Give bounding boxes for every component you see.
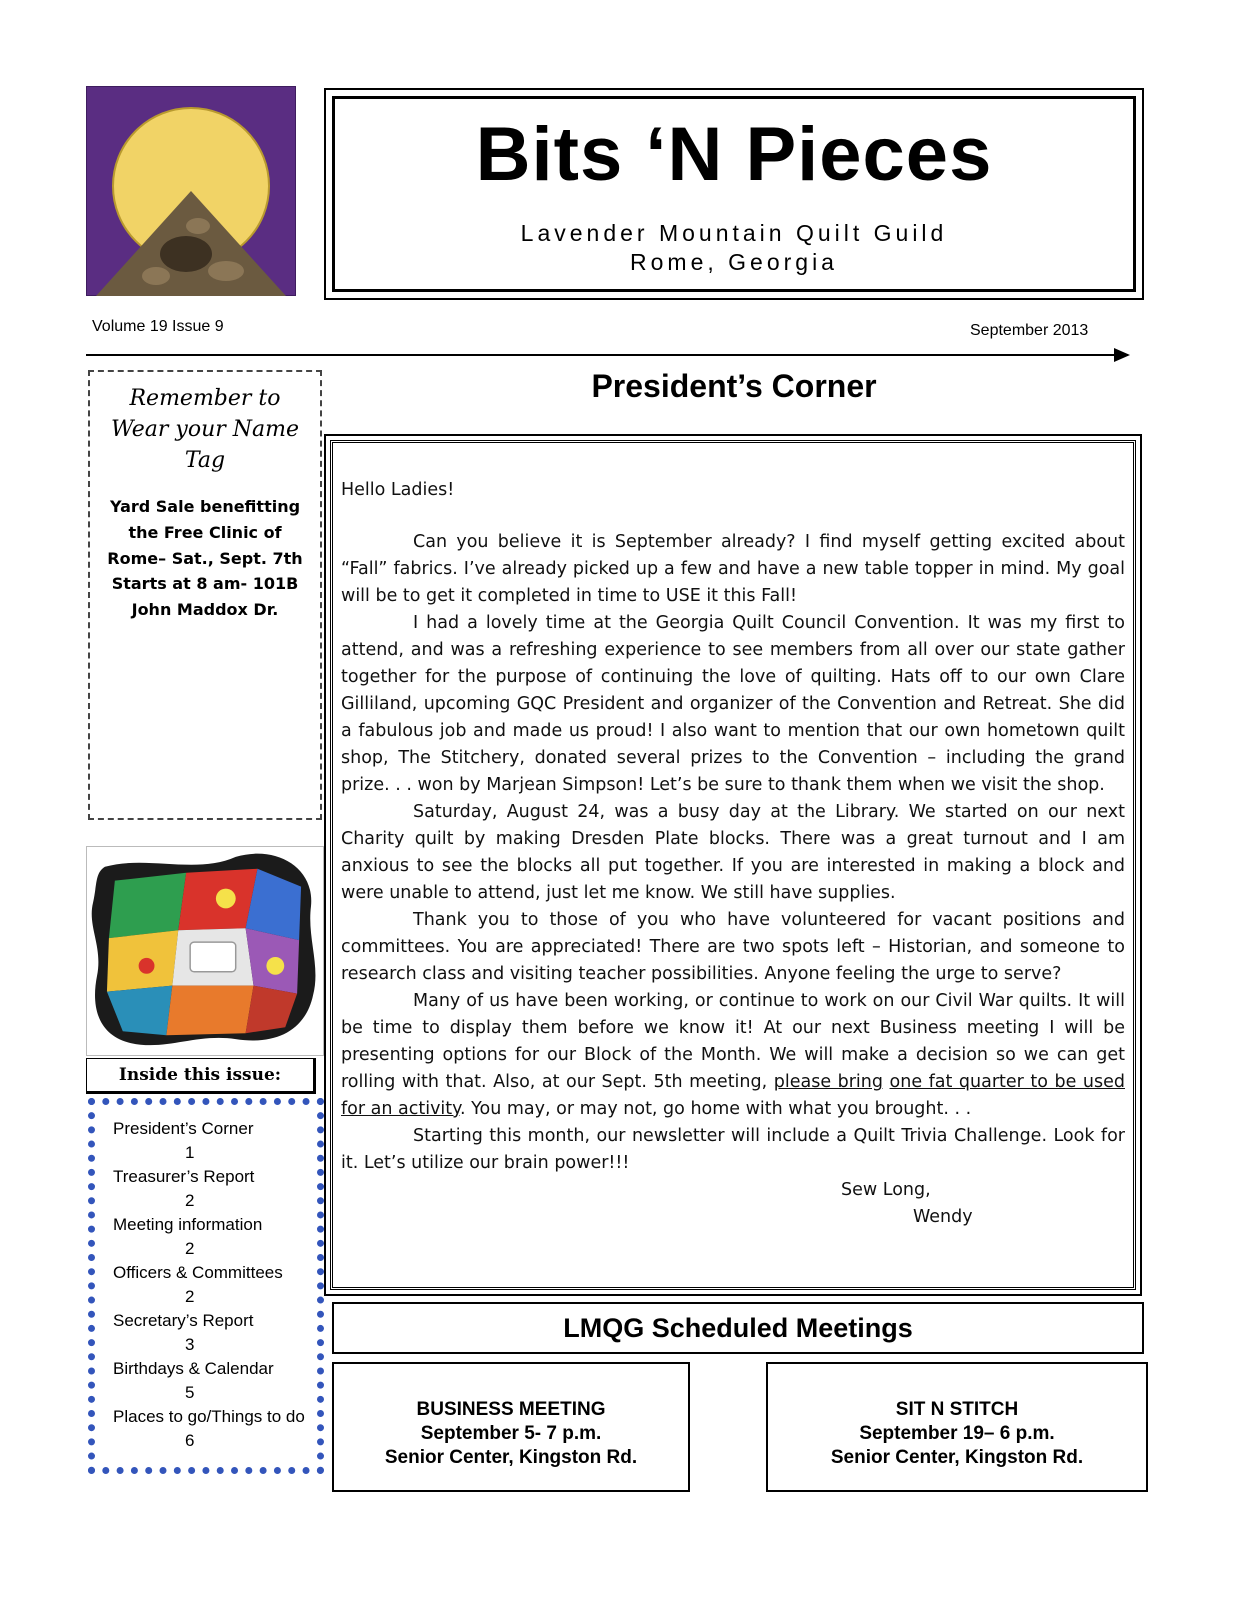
sit-n-stitch-box xyxy=(766,1362,1148,1492)
volume-issue: Volume 19 Issue 9 xyxy=(92,318,224,335)
masthead-inner xyxy=(332,96,1136,292)
meeting-when: September 19– 6 p.m. xyxy=(859,1423,1055,1444)
toc-item[interactable] xyxy=(113,1213,307,1261)
toc-page: 2 xyxy=(185,1287,195,1306)
table-of-contents xyxy=(88,1098,324,1474)
presidents-letter-box xyxy=(324,434,1142,1296)
meeting-where: Senior Center, Kingston Rd. xyxy=(830,1447,1084,1468)
toc-item[interactable] xyxy=(113,1117,307,1165)
letter-paragraph: Can you believe it is September already? I find myself getting excited about “Fall” fabrics. I’ve already picked up a few and have a new table topper in mind. My goal will be to get it completed in time to USE it this Fall! xyxy=(341,532,1125,606)
yard-sale-note: Yard Sale benefitting the Free Clinic of Rome– Sat., Sept. 7th Starts at 8 am- 101B John Maddox Dr. xyxy=(107,497,303,619)
quilt-clipart xyxy=(86,846,324,1056)
inside-issue-heading: Inside this issue: xyxy=(86,1058,316,1094)
meeting-title: SIT N STITCH xyxy=(895,1399,1019,1420)
toc-page: 2 xyxy=(185,1191,195,1210)
toc-label: Officers & Committees xyxy=(113,1263,283,1282)
letter-paragraph: Starting this month, our newsletter will include a Quilt Trivia Challenge. Look for it. Let’s utilize our brain power!!! xyxy=(341,1126,1125,1173)
toc-page: 2 xyxy=(185,1239,195,1258)
toc-label: Places to go/Things to do xyxy=(113,1407,305,1426)
toc-label: President’s Corner xyxy=(113,1119,254,1138)
letter-paragraph xyxy=(341,988,1125,1123)
toc-label: Treasurer’s Report xyxy=(113,1167,255,1186)
letter-paragraph: Thank you to those of you who have volunteered for vacant positions and committees. You are appreciated! There are two spots left – Historian, and someone to research class and visiting teacher possibilities. Anyone feeling the urge to serve? xyxy=(341,910,1125,984)
header-rule xyxy=(86,354,1128,356)
meeting-when: September 5- 7 p.m. xyxy=(420,1423,602,1444)
toc-item[interactable] xyxy=(113,1357,307,1405)
meetings-heading: LMQG Scheduled Meetings xyxy=(332,1302,1144,1354)
toc-label: Meeting information xyxy=(113,1215,263,1234)
letter-paragraph: I had a lovely time at the Georgia Quilt Council Convention. It was my first to attend, and was a refreshing experience to see members from all over our state gather together for the purpose of continuing the love of quilting. Hats off to our own Clare Gilliland, upcoming GQC President and organizer of the Convention and Retreat. She did a fabulous job and made us proud! I also want to mention that our own hometown quilt shop, The Stitchery, donated several prizes to the Convention – including the grand prize. . . won by Marjean Simpson! Let’s be sure to thank them when we visit the shop. xyxy=(341,613,1125,795)
letter-greeting: Hello Ladies! xyxy=(341,480,455,500)
presidents-corner-heading: President’s Corner xyxy=(591,368,877,404)
arrow-icon xyxy=(1114,348,1130,362)
newsletter-title: Bits ‘N Pieces xyxy=(475,112,993,197)
underlined-text: one fat quarter to be used for an activity xyxy=(341,1072,1125,1119)
name-tag-reminder: Remember to Wear your Name Tag xyxy=(110,386,300,473)
letter-signoff xyxy=(841,1177,1125,1231)
meeting-title: BUSINESS MEETING xyxy=(416,1399,606,1420)
toc-page: 1 xyxy=(185,1143,195,1162)
guild-location: Rome, Georgia xyxy=(630,248,838,275)
masthead xyxy=(324,88,1144,300)
toc-item[interactable] xyxy=(113,1309,307,1357)
toc-label: Secretary’s Report xyxy=(113,1311,254,1330)
letter-paragraph: Saturday, August 24, was a busy day at the Library. We started on our next Charity quilt by making Dresden Plate blocks. There was a great turnout and I am anxious to see the blocks all put together. If you are interested in making a block and were unable to attend, just let me know. We still have supplies. xyxy=(341,802,1125,903)
toc-page: 5 xyxy=(185,1383,195,1402)
reminder-box xyxy=(88,370,322,820)
toc-item[interactable] xyxy=(113,1165,307,1213)
signoff-text: Sew Long, xyxy=(841,1180,931,1200)
business-meeting-box xyxy=(332,1362,690,1492)
toc-item[interactable] xyxy=(113,1405,307,1453)
issue-date: September 2013 xyxy=(970,322,1089,339)
toc-page: 3 xyxy=(185,1335,195,1354)
toc-item[interactable] xyxy=(113,1261,307,1309)
signature: Wendy xyxy=(913,1207,973,1227)
meeting-where: Senior Center, Kingston Rd. xyxy=(384,1447,638,1468)
guild-name: Lavender Mountain Quilt Guild xyxy=(520,219,948,246)
toc-label: Birthdays & Calendar xyxy=(113,1359,274,1378)
letter-text: . You may, or may not, go home with what you brought. . . xyxy=(460,1099,972,1119)
toc-page: 6 xyxy=(185,1431,195,1450)
letter-text: Many of us have been working, or continue to work on our Civil War quilts. It will be time to display them before we know it! At our next Business meeting I will be presenting options for our Block of the Month. We will make a decision so we can get rolling with that. Also, at our Sept. 5th meeting, xyxy=(341,991,1125,1092)
underlined-text: please bring xyxy=(773,1072,883,1092)
guild-logo xyxy=(86,86,296,296)
presidents-letter-frame xyxy=(330,440,1136,1290)
presidents-letter xyxy=(341,477,1125,1231)
